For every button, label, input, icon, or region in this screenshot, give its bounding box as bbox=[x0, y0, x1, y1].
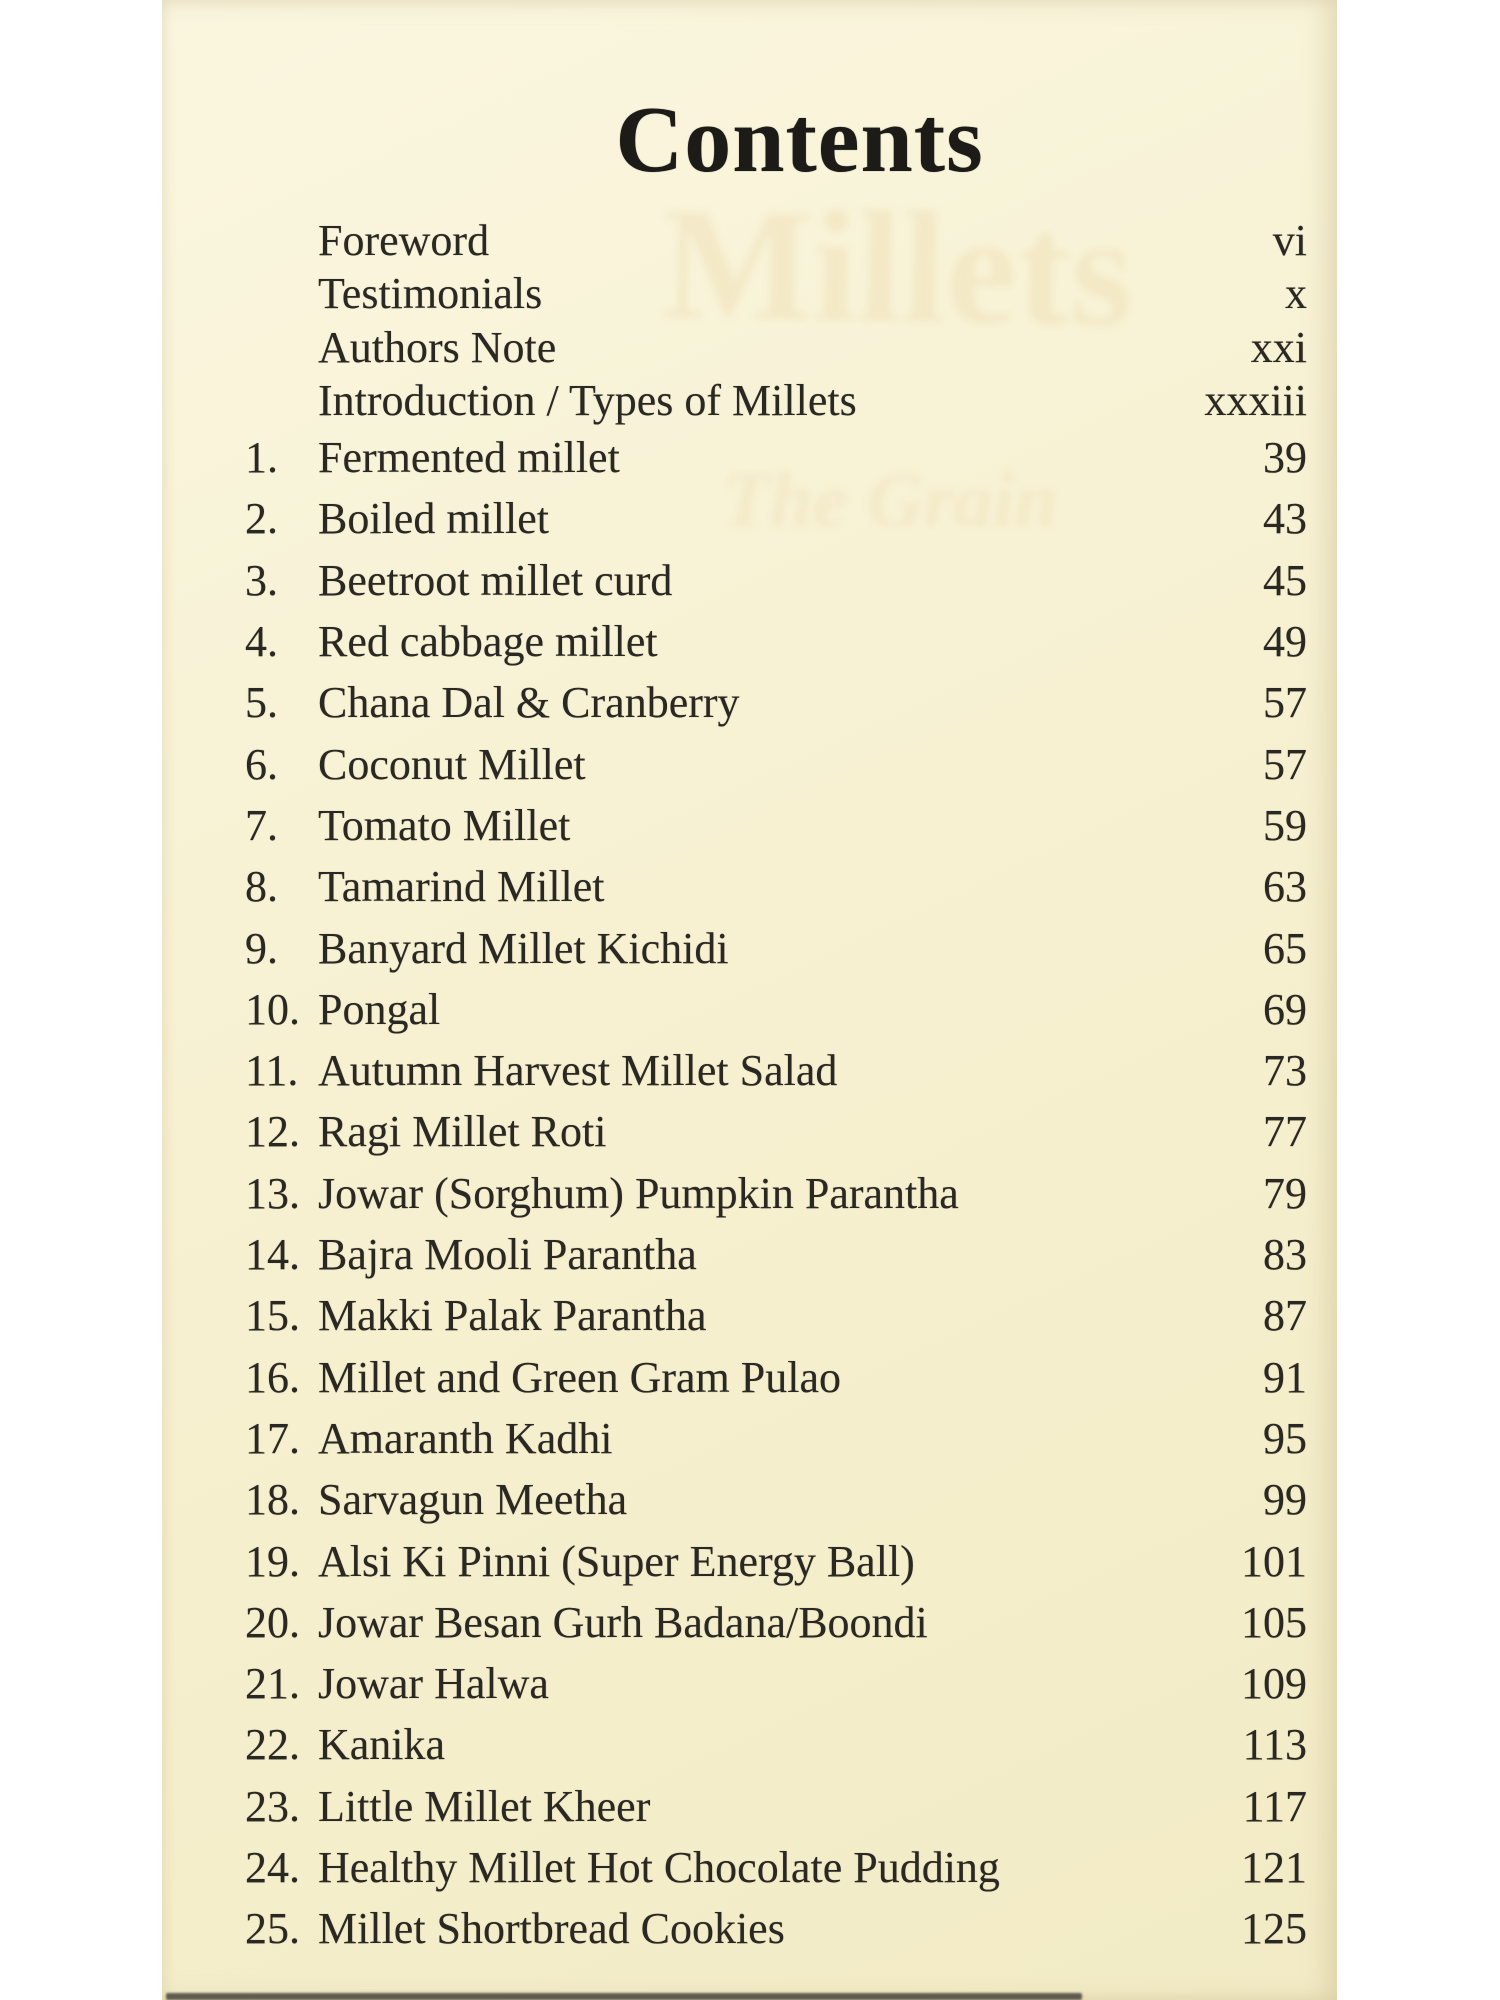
toc-row bbox=[245, 795, 1307, 856]
toc-row bbox=[245, 1898, 1307, 1959]
entry-title: Jowar Besan Gurh Badana/Boondi bbox=[318, 1597, 928, 1647]
entry-page: 57 bbox=[1263, 678, 1307, 728]
entry-page: 113 bbox=[1242, 1720, 1307, 1770]
entry-number: 3. bbox=[245, 555, 278, 605]
book-page bbox=[162, 0, 1337, 2000]
toc-list bbox=[162, 214, 1337, 1960]
page-title: Contents bbox=[615, 87, 984, 192]
entry-number: 11. bbox=[245, 1046, 299, 1096]
entry-page: 101 bbox=[1241, 1536, 1307, 1586]
toc-row bbox=[245, 611, 1307, 672]
entry-number bbox=[245, 321, 318, 374]
entry-page: 43 bbox=[1263, 494, 1307, 544]
entry-number: 5. bbox=[245, 678, 278, 728]
toc-row bbox=[245, 374, 1307, 427]
entry-page: x bbox=[1285, 269, 1307, 319]
entry-title: Jowar (Sorghum) Pumpkin Parantha bbox=[318, 1168, 959, 1218]
entry-title: Sarvagun Meetha bbox=[318, 1475, 628, 1525]
entry-title: Red cabbage millet bbox=[318, 617, 658, 667]
entry-title: Ragi Millet Roti bbox=[318, 1107, 607, 1157]
entry-page: 125 bbox=[1241, 1904, 1307, 1954]
toc-row bbox=[245, 1714, 1307, 1775]
entry-number: 18. bbox=[245, 1475, 300, 1525]
entry-title: Autumn Harvest Millet Salad bbox=[318, 1046, 838, 1096]
toc-row bbox=[245, 321, 1307, 374]
entry-page: 105 bbox=[1241, 1597, 1307, 1647]
entry-page: 91 bbox=[1263, 1352, 1307, 1402]
entry-number: 25. bbox=[245, 1904, 300, 1954]
entry-number: 20. bbox=[245, 1597, 300, 1647]
toc-row bbox=[245, 918, 1307, 979]
entry-title: Coconut Millet bbox=[318, 739, 586, 789]
entry-title: Jowar Halwa bbox=[318, 1659, 549, 1709]
entry-page: 99 bbox=[1263, 1475, 1307, 1525]
entry-page: 59 bbox=[1263, 800, 1307, 850]
entry-title: Testimonials bbox=[318, 269, 543, 319]
entry-page: 79 bbox=[1263, 1168, 1307, 1218]
toc-row bbox=[245, 1408, 1307, 1469]
entry-number: 9. bbox=[245, 923, 278, 973]
entry-number: 10. bbox=[245, 984, 300, 1034]
entry-title: Kanika bbox=[318, 1720, 446, 1770]
entry-title: Makki Palak Parantha bbox=[318, 1291, 707, 1341]
entry-number: 13. bbox=[245, 1168, 300, 1218]
entry-number bbox=[245, 214, 318, 267]
entry-page: 73 bbox=[1263, 1046, 1307, 1096]
entry-number: 8. bbox=[245, 862, 278, 912]
toc-row bbox=[245, 1653, 1307, 1714]
entry-number bbox=[245, 267, 318, 320]
entry-number: 4. bbox=[245, 617, 278, 667]
toc-row bbox=[245, 1040, 1307, 1101]
entry-page: 57 bbox=[1263, 739, 1307, 789]
entry-page: 77 bbox=[1263, 1107, 1307, 1157]
entry-page: 39 bbox=[1263, 433, 1307, 483]
entry-title: Introduction / Types of Millets bbox=[318, 375, 857, 425]
entry-title: Millet Shortbread Cookies bbox=[318, 1904, 785, 1954]
entry-page: 87 bbox=[1263, 1291, 1307, 1341]
toc-row bbox=[245, 979, 1307, 1040]
entry-page: xxi bbox=[1250, 322, 1307, 372]
entry-title: Healthy Millet Hot Chocolate Pudding bbox=[318, 1843, 1000, 1893]
toc-row bbox=[245, 856, 1307, 917]
entry-page: 83 bbox=[1263, 1230, 1307, 1280]
entry-title: Bajra Mooli Parantha bbox=[318, 1230, 697, 1280]
entry-number: 14. bbox=[245, 1230, 300, 1280]
entry-number: 24. bbox=[245, 1843, 300, 1893]
entry-number: 2. bbox=[245, 494, 278, 544]
toc-row bbox=[245, 267, 1307, 320]
entry-number: 22. bbox=[245, 1720, 300, 1770]
entry-title: Amaranth Kadhi bbox=[318, 1413, 613, 1463]
page-bottom-shadow bbox=[166, 1993, 1082, 2000]
entry-title: Millet and Green Gram Pulao bbox=[318, 1352, 841, 1402]
toc-row bbox=[245, 1347, 1307, 1408]
entry-title: Beetroot millet curd bbox=[318, 555, 673, 605]
entry-page: 65 bbox=[1263, 923, 1307, 973]
entry-number: 12. bbox=[245, 1107, 300, 1157]
entry-page: 95 bbox=[1263, 1413, 1307, 1463]
entry-title: Boiled millet bbox=[318, 494, 549, 544]
entry-page: 121 bbox=[1241, 1843, 1307, 1893]
entry-number: 17. bbox=[245, 1413, 300, 1463]
entry-title: Tomato Millet bbox=[318, 800, 571, 850]
entry-title: Tamarind Millet bbox=[318, 862, 605, 912]
toc-row bbox=[245, 214, 1307, 267]
entry-page: xxxiii bbox=[1204, 375, 1307, 425]
entry-title: Banyard Millet Kichidi bbox=[318, 923, 729, 973]
toc-row bbox=[245, 1837, 1307, 1898]
entry-number: 6. bbox=[245, 739, 278, 789]
entry-title: Authors Note bbox=[318, 322, 557, 372]
entry-title: Foreword bbox=[318, 216, 490, 265]
toc-row bbox=[245, 550, 1307, 611]
entry-title: Alsi Ki Pinni (Super Energy Ball) bbox=[318, 1536, 915, 1586]
showthrough-ghost-subtitle: The Grain bbox=[722, 456, 1058, 543]
toc-row bbox=[245, 1531, 1307, 1592]
toc-row bbox=[245, 1592, 1307, 1653]
entry-page: 69 bbox=[1263, 984, 1307, 1034]
entry-number: 19. bbox=[245, 1536, 300, 1586]
entry-number: 21. bbox=[245, 1659, 300, 1709]
toc-row bbox=[245, 1285, 1307, 1346]
entry-page: vi bbox=[1272, 216, 1307, 265]
entry-number: 15. bbox=[245, 1291, 300, 1341]
entry-number: 7. bbox=[245, 800, 278, 850]
toc-row bbox=[245, 1776, 1307, 1837]
entry-number bbox=[245, 374, 318, 427]
entry-page: 109 bbox=[1241, 1659, 1307, 1709]
toc-row bbox=[245, 427, 1307, 488]
entry-page: 49 bbox=[1263, 617, 1307, 667]
toc-row bbox=[245, 1163, 1307, 1224]
entry-number: 1. bbox=[245, 433, 278, 483]
entry-title: Chana Dal & Cranberry bbox=[318, 678, 740, 728]
entry-title: Fermented millet bbox=[318, 433, 620, 483]
entry-title: Pongal bbox=[318, 984, 441, 1034]
entry-number: 23. bbox=[245, 1781, 300, 1831]
entry-title: Little Millet Kheer bbox=[318, 1781, 651, 1831]
toc-row bbox=[245, 1224, 1307, 1285]
toc-row bbox=[245, 1101, 1307, 1162]
toc-row bbox=[245, 1469, 1307, 1530]
toc-row bbox=[245, 488, 1307, 549]
entry-page: 117 bbox=[1242, 1781, 1307, 1831]
showthrough-ghost-title: Millets bbox=[660, 173, 1135, 361]
entry-page: 63 bbox=[1263, 862, 1307, 912]
entry-page: 45 bbox=[1263, 555, 1307, 605]
entry-number: 16. bbox=[245, 1352, 300, 1402]
toc-row bbox=[245, 672, 1307, 733]
toc-row bbox=[245, 734, 1307, 795]
